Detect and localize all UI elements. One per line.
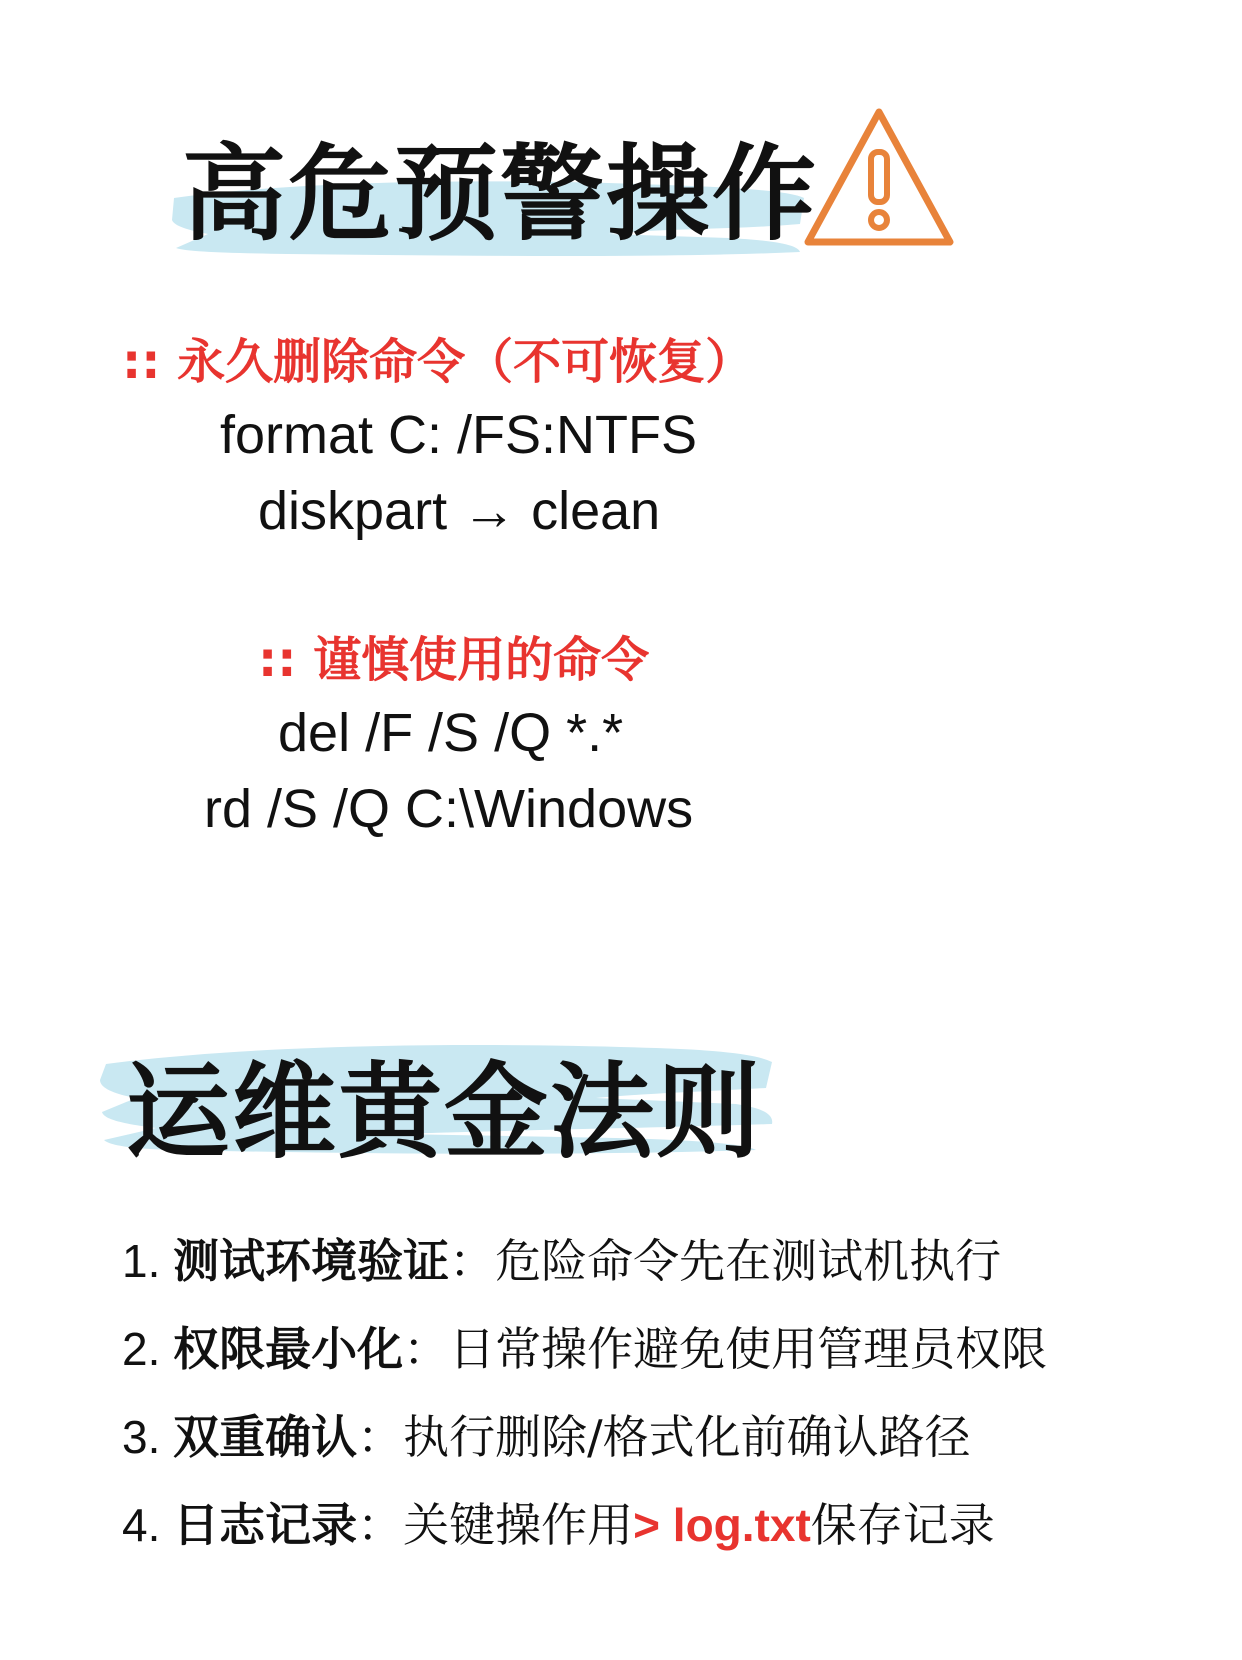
rule-number: 3. [122,1411,174,1463]
warning-triangle-icon [800,104,958,250]
command-diskpart-clean: diskpart → clean [258,481,661,541]
rule-highlight-command: > log.txt [633,1499,811,1551]
rule-number: 2. [122,1323,174,1375]
rule-text: 执行删除/格式化前确认路径 [403,1410,971,1464]
rule-separator: ： [357,1410,404,1464]
command-format: format C: /FS:NTFS [220,405,698,465]
command-rd: rd /S /Q C:\Windows [204,779,694,839]
rule-item [122,1498,995,1552]
rule-item [122,1410,971,1464]
rule-number: 1. [122,1235,174,1287]
rule-title: 权限最小化 [173,1322,404,1376]
rule-item [122,1234,1002,1288]
rule-title: 测试环境验证 [173,1234,450,1288]
rule-separator: ： [449,1234,496,1288]
permanent-delete-label: :: 永久删除命令（不可恢复） [122,334,754,390]
command-del: del /F /S /Q *.* [278,703,624,763]
rule-text: 关键操作用 [403,1498,634,1552]
rule-title: 双重确认 [173,1410,358,1464]
page-title-high-risk: 高危预警操作 [182,133,819,255]
rule-text: 危险命令先在测试机执行 [495,1234,1002,1288]
rule-title: 日志记录 [173,1498,358,1552]
rule-text-tail: 保存记录 [810,1498,995,1552]
rule-item [122,1322,1048,1376]
rule-separator: ： [357,1498,404,1552]
rule-number: 4. [122,1499,174,1551]
rule-separator: ： [403,1322,450,1376]
caution-commands-label: :: 谨慎使用的命令 [258,632,650,688]
section-title-golden-rules: 运维黄金法则 [126,1051,763,1173]
rule-text: 日常操作避免使用管理员权限 [449,1322,1048,1376]
